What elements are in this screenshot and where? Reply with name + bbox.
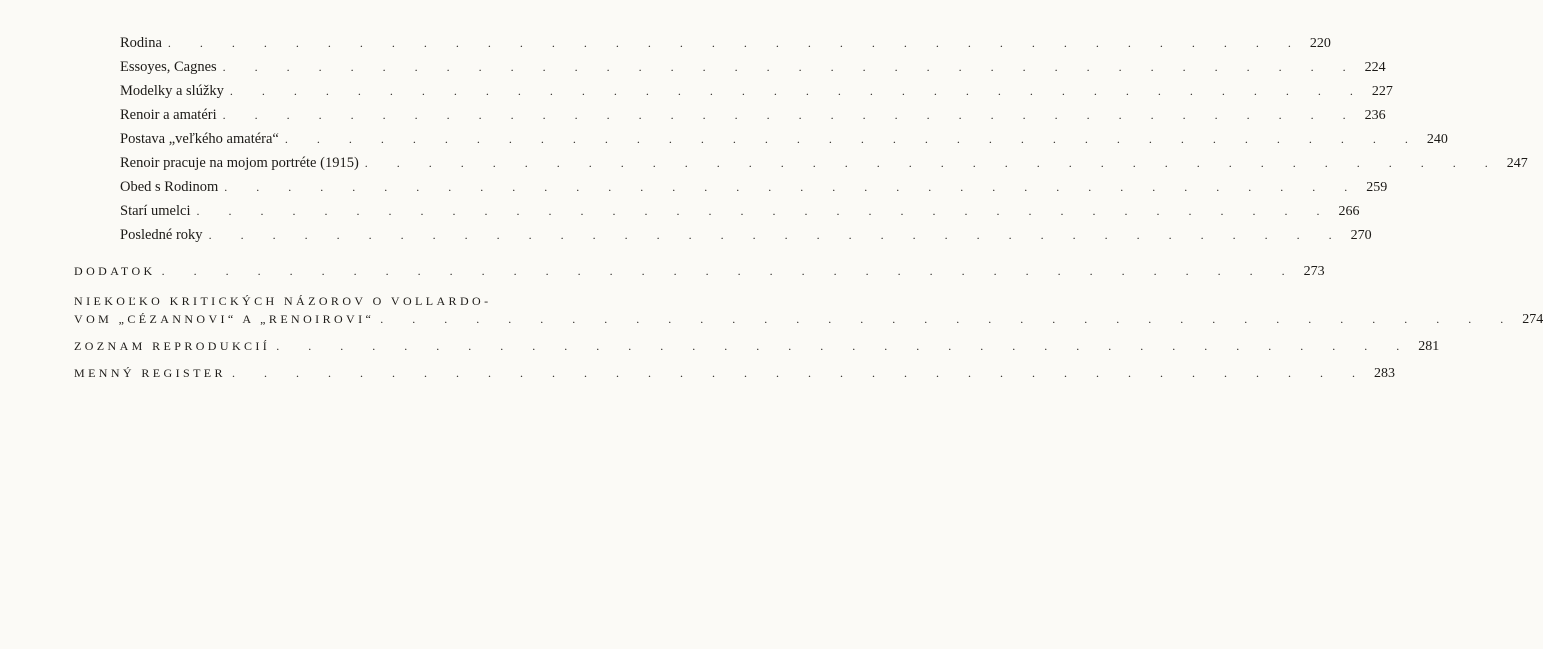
dot-leader: . . . . . . . . . . . . . . . . . . . . . . . . . . . . . . . . . . . .: [196, 204, 1333, 218]
toc-entry: [120, 202, 1360, 221]
toc-entry-title: Rodina: [120, 35, 162, 51]
dot-leader: . . . . . . . . . . . . . . . . . . . . . . . . . . . . . . . . . . . .: [364, 156, 1501, 170]
toc-section-nazory: [74, 310, 1543, 329]
toc-section-title: ZOZNAM REPRODUKCIÍ: [74, 339, 271, 353]
toc-section-page: 273: [1303, 264, 1325, 279]
toc-entry-page: 247: [1506, 156, 1528, 171]
toc-section-title: MENNÝ REGISTER: [74, 366, 226, 380]
toc-section-page: 274: [1522, 312, 1543, 327]
toc-entry-page: 259: [1366, 180, 1388, 195]
toc-entry: [120, 226, 1372, 245]
toc-entry: [120, 34, 1331, 53]
toc-section-nazory-line1: NIEKOĽKO KRITICKÝCH NÁZOROV O VOLLARDO-: [74, 294, 492, 308]
toc-section-dodatok: [74, 262, 1325, 281]
toc-entry-page: 240: [1426, 132, 1448, 147]
dot-leader: . . . . . . . . . . . . . . . . . . . . . . . . . . . . . . . . . . . .: [161, 264, 1298, 278]
toc-entry: [120, 82, 1393, 101]
toc-section-title: DODATOK: [74, 264, 156, 278]
toc-entry-title: Starí umelci: [120, 203, 191, 219]
toc-entry-page: 224: [1364, 60, 1386, 75]
dot-leader: . . . . . . . . . . . . . . . . . . . . . . . . . . . . . . . . . . . .: [222, 108, 1359, 122]
toc-entry: [120, 130, 1448, 149]
dot-leader: . . . . . . . . . . . . . . . . . . . . . . . . . . . . . . . . . . . .: [380, 312, 1517, 326]
dot-leader: . . . . . . . . . . . . . . . . . . . . . . . . . . . . . . . . . . . .: [167, 36, 1304, 50]
toc-entry-page: 270: [1350, 228, 1372, 243]
toc-section-register: [74, 364, 1395, 383]
toc-entry-title: Essoyes, Cagnes: [120, 59, 217, 75]
toc-entry-title: Renoir a amatéri: [120, 107, 217, 123]
toc-entry-title: Posledné roky: [120, 227, 203, 243]
toc-entry-page: 236: [1364, 108, 1386, 123]
toc-entry: [120, 178, 1388, 197]
toc-entry: [120, 154, 1528, 173]
toc-entry-title: Postava „veľkého amatéra“: [120, 131, 279, 147]
toc-entry: [120, 58, 1386, 77]
dot-leader: . . . . . . . . . . . . . . . . . . . . . . . . . . . . . . . . . . . .: [284, 132, 1421, 146]
toc-entry-page: 227: [1371, 84, 1393, 99]
toc-entry-title: Modelky a slúžky: [120, 83, 224, 99]
dot-leader: . . . . . . . . . . . . . . . . . . . . . . . . . . . . . . . . . . . .: [231, 366, 1368, 380]
toc-entry-title: Renoir pracuje na mojom portréte (1915): [120, 155, 359, 171]
dot-leader: . . . . . . . . . . . . . . . . . . . . . . . . . . . . . . . . . . . .: [208, 228, 1345, 242]
dot-leader: . . . . . . . . . . . . . . . . . . . . . . . . . . . . . . . . . . . .: [224, 180, 1361, 194]
toc-entry: [120, 106, 1386, 125]
dot-leader: . . . . . . . . . . . . . . . . . . . . . . . . . . . . . . . . . . . .: [276, 339, 1413, 353]
toc-section-page: 283: [1373, 366, 1395, 381]
toc-section-zoznam: [74, 337, 1440, 356]
toc-section-page: 281: [1418, 339, 1440, 354]
dot-leader: . . . . . . . . . . . . . . . . . . . . . . . . . . . . . . . . . . . .: [229, 84, 1366, 98]
toc-entry-page: 266: [1338, 204, 1360, 219]
toc-section-title: VOM „CÉZANNOVI“ A „RENOIROVI“: [74, 312, 375, 326]
dot-leader: . . . . . . . . . . . . . . . . . . . . . . . . . . . . . . . . . . . .: [222, 60, 1359, 74]
toc-entry-title: Obed s Rodinom: [120, 179, 219, 195]
toc-entry-page: 220: [1309, 36, 1331, 51]
